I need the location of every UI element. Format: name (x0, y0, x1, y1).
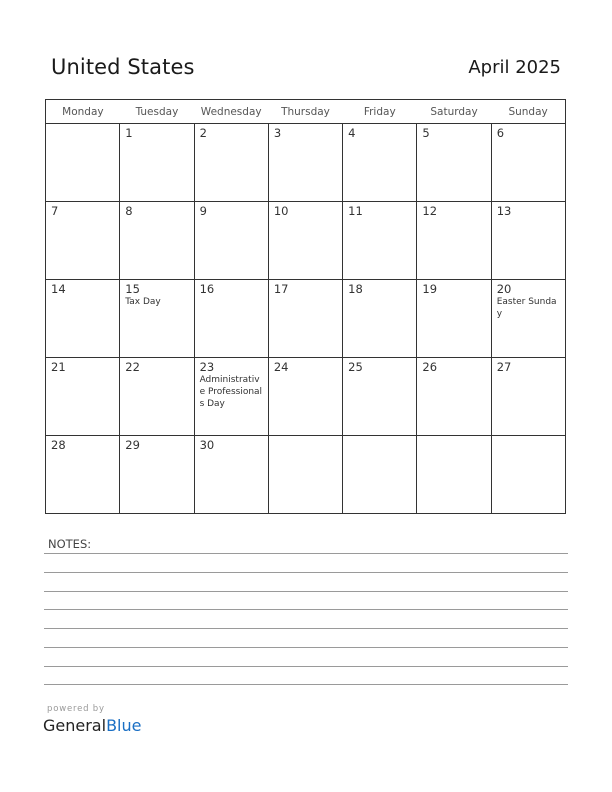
note-line (44, 591, 568, 592)
logo-general: General (43, 716, 107, 735)
week-row (46, 202, 566, 280)
day-number: 11 (348, 204, 363, 218)
day-cell (417, 202, 491, 280)
day-cell (417, 358, 491, 436)
day-cell (491, 280, 565, 358)
day-number: 15 (125, 282, 140, 296)
holiday-label: Tax Day (125, 297, 161, 307)
weekday-header: Friday (343, 100, 417, 124)
day-number: 16 (199, 282, 215, 296)
day-cell (194, 124, 268, 202)
day-number: 8 (125, 204, 133, 218)
day-number: 24 (273, 360, 289, 374)
note-line (44, 647, 568, 648)
day-cell (268, 202, 342, 280)
note-line (44, 572, 568, 573)
weekday-header: Sunday (491, 100, 565, 124)
day-cell (491, 436, 565, 514)
notes-label: NOTES: (48, 537, 92, 551)
day-number: 19 (422, 282, 438, 296)
day-cell (46, 124, 120, 202)
day-number: 3 (273, 126, 282, 140)
day-number: 28 (51, 438, 66, 452)
day-cell (417, 124, 491, 202)
week-row (46, 358, 566, 436)
weekday-header: Thursday (268, 100, 342, 124)
week-row (46, 124, 566, 202)
day-number: 25 (348, 360, 363, 374)
day-number: 27 (496, 360, 512, 374)
day-cell (491, 358, 565, 436)
day-cell (194, 436, 268, 514)
day-cell (268, 124, 342, 202)
day-cell (268, 280, 342, 358)
day-number: 30 (199, 438, 215, 452)
note-line (44, 666, 568, 667)
weekday-header: Monday (46, 100, 120, 124)
day-number: 17 (273, 282, 289, 296)
week-row (46, 280, 566, 358)
day-cell (46, 436, 120, 514)
day-cell (120, 280, 194, 358)
day-number: 18 (348, 282, 363, 296)
note-line (44, 684, 568, 685)
day-cell (343, 358, 417, 436)
day-number: 20 (496, 282, 512, 296)
day-number: 1 (125, 126, 133, 140)
day-number: 14 (51, 282, 66, 296)
day-cell (417, 280, 491, 358)
day-cell (491, 124, 565, 202)
week-row (46, 436, 566, 514)
country-title: United States (51, 55, 195, 79)
holiday-label: Easter Sunday (496, 297, 557, 319)
day-number: 26 (422, 360, 438, 374)
day-cell (194, 280, 268, 358)
day-cell (194, 202, 268, 280)
day-number: 5 (422, 126, 430, 140)
note-line (44, 553, 568, 554)
day-cell (343, 280, 417, 358)
day-number: 10 (273, 204, 289, 218)
day-number: 9 (199, 204, 207, 218)
day-number: 7 (51, 204, 59, 218)
day-number: 6 (496, 126, 505, 140)
day-cell (120, 124, 194, 202)
holiday-label: Administrative Professionals Day (199, 375, 263, 409)
note-line (44, 609, 568, 610)
day-number: 29 (125, 438, 140, 452)
note-line (44, 628, 568, 629)
month-title: April 2025 (468, 57, 561, 78)
day-cell (268, 358, 342, 436)
weekday-header: Wednesday (194, 100, 268, 124)
weekday-header: Tuesday (120, 100, 194, 124)
generalblue-logo (43, 716, 141, 735)
day-cell (120, 436, 194, 514)
day-number: 21 (51, 360, 66, 374)
day-cell (194, 358, 268, 436)
day-cell (46, 280, 120, 358)
weekday-header: Saturday (417, 100, 491, 124)
day-number: 22 (125, 360, 140, 374)
day-cell (343, 124, 417, 202)
day-cell (343, 202, 417, 280)
day-cell (417, 436, 491, 514)
day-cell (120, 202, 194, 280)
weekday-header-row (46, 100, 566, 124)
day-number: 2 (199, 126, 207, 140)
day-cell (343, 436, 417, 514)
day-number: 12 (422, 204, 438, 218)
day-cell (491, 202, 565, 280)
day-cell (120, 358, 194, 436)
day-number: 4 (348, 126, 356, 140)
day-cell (46, 358, 120, 436)
calendar-grid (45, 99, 566, 514)
logo-blue: Blue (106, 716, 142, 735)
day-cell (46, 202, 120, 280)
day-cell (268, 436, 342, 514)
day-number: 23 (199, 360, 215, 374)
day-number: 13 (496, 204, 512, 218)
powered-by-text: powered by (47, 704, 105, 714)
